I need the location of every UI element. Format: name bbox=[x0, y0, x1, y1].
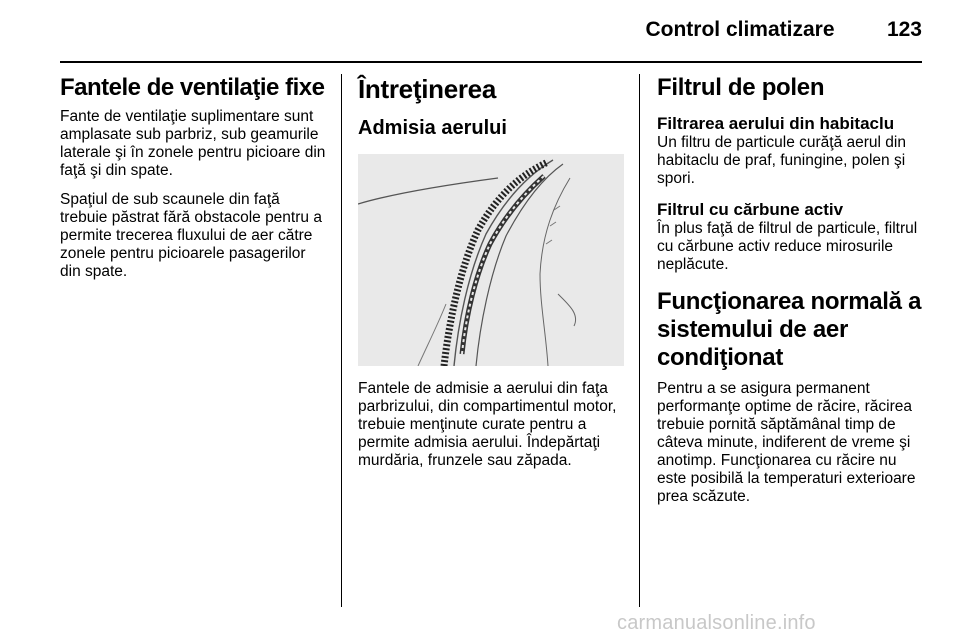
paragraph-carbon-filter: În plus faţă de filtrul de particule, filtrul cu cărbune activ reduce mirosurile neplăcute. bbox=[657, 220, 918, 273]
paragraph-fixed-vents-1: Fante de ventilaţie suplimentare sunt amplasate sub parbriz, sub geamurile laterale şi în zonele pentru picioare din faţă şi din spate. bbox=[60, 108, 326, 179]
column-2 bbox=[358, 74, 624, 470]
header-rule bbox=[60, 61, 922, 63]
subheading-air-intake: Admisia aerului bbox=[358, 117, 507, 139]
paragraph-fixed-vents-2: Spaţiul de sub scaunele din faţă trebuie păstrat fără obstacole pentru a permite trecerea fluxului de aer către zonele pentru picioarele pasagerilor din spate. bbox=[60, 191, 322, 280]
column-divider-2 bbox=[639, 74, 640, 607]
column-divider-1 bbox=[341, 74, 342, 607]
paragraph-air-intake: Fantele de admisie a aerului din faţa parbrizului, din compartimentul motor, trebuie menţinute curate pentru a permite admisia aerului. Îndepărtaţi murdăria, frunzele sau zăpada. bbox=[358, 380, 617, 469]
subheading-cabin-filtering: Filtrarea aerului din habitaclu bbox=[657, 114, 895, 133]
section-heading-maintenance: Întreţinerea bbox=[358, 74, 497, 104]
column-3 bbox=[657, 74, 925, 506]
paragraph-ac-operation: Pentru a se asigura permanent performanţe optime de răcire, răcirea trebuie pornită săptămânal timp de câteva minute, indiferent de vreme şi anotimp. Funcţionarea cu răcire nu este posibilă la temperaturi exterioare prea scăzute. bbox=[657, 380, 916, 505]
section-heading-fixed-vents: Fantele de ventilaţie fixe bbox=[60, 74, 325, 101]
page-number: 123 bbox=[886, 18, 922, 41]
watermark: carmanualsonline.info bbox=[617, 612, 816, 634]
subheading-carbon-filter: Filtrul cu cărbune activ bbox=[657, 200, 844, 219]
page-header-title: Control climatizare bbox=[645, 18, 835, 41]
windshield-drawing bbox=[358, 154, 624, 366]
air-intake-illustration bbox=[358, 154, 624, 366]
section-heading-ac-operation: Funcţionarea normală a sistemului de aer condiţionat bbox=[657, 288, 922, 371]
section-heading-pollen-filter: Filtrul de polen bbox=[657, 74, 825, 101]
paragraph-cabin-filtering: Un filtru de particule curăţă aerul din habitaclu de praf, funingine, polen şi spori. bbox=[657, 134, 906, 187]
column-1 bbox=[60, 74, 328, 281]
